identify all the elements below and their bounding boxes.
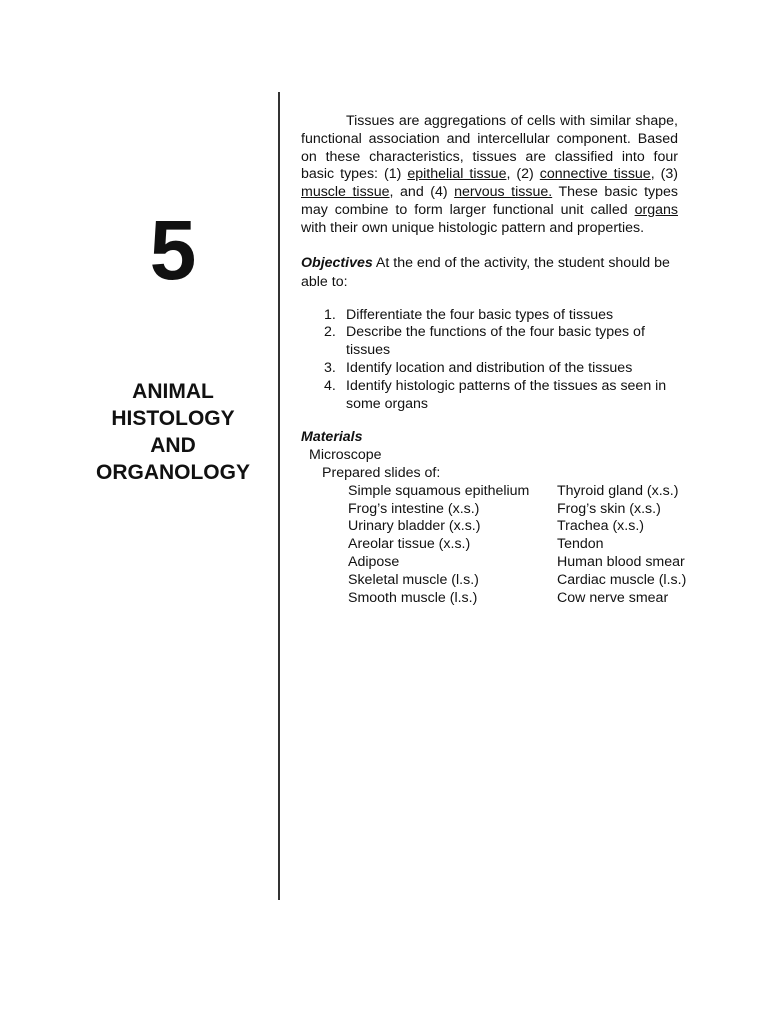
material-microscope: Microscope: [309, 447, 382, 464]
list-item-text: Identify location and distribution of the tissues: [346, 359, 633, 376]
slide-item: Trachea (x.s.): [557, 518, 644, 535]
intro-text: with their own unique histologic pattern and properties.: [301, 219, 645, 236]
chapter-number: 5: [149, 203, 197, 297]
list-item-text: Describe the functions of the four basic types of tissues: [346, 324, 645, 359]
list-item: [301, 324, 678, 360]
slide-item: Smooth muscle (l.s.): [348, 589, 478, 606]
list-item-text: Identify histologic patterns of the tissues as seen in some organs: [346, 377, 667, 412]
intro-text: , (3): [650, 166, 679, 183]
chapter-title-line: ANIMAL: [132, 380, 214, 403]
list-item-number: 1.: [324, 306, 336, 323]
materials-heading: Materials: [301, 429, 363, 446]
chapter-title: [86, 378, 260, 486]
slide-item: Urinary bladder (x.s.): [348, 518, 481, 535]
intro-text: , and (4): [389, 184, 455, 201]
list-item-number: 3.: [324, 359, 336, 376]
slide-item: Areolar tissue (x.s.): [348, 536, 471, 553]
list-item-number: 4.: [324, 377, 336, 394]
main-content: [301, 113, 687, 607]
vertical-divider: [278, 92, 280, 900]
slide-item: Adipose: [348, 553, 400, 570]
term-connective-tissue: connective tissue: [539, 166, 651, 183]
slide-item: Simple squamous epithelium: [348, 482, 530, 499]
term-nervous-tissue: nervous tissue.: [454, 184, 553, 201]
slide-item: Thyroid gland (x.s.): [557, 482, 679, 499]
objectives-list: [301, 307, 678, 414]
intro-text: Tissues are aggregations of cells with similar shape, functional association and intercellular component. Based on these characteristics, tissues are classified into four basic types: (1): [301, 113, 678, 183]
chapter-title-line: ORGANOLOGY: [95, 461, 250, 484]
list-item: [301, 307, 678, 325]
term-muscle-tissue: muscle tissue: [301, 184, 390, 201]
slide-item: Skeletal muscle (l.s.): [348, 571, 479, 588]
objectives-heading: Objectives: [301, 254, 373, 271]
intro-text: , (2): [506, 166, 540, 183]
slides-list: [301, 482, 687, 608]
slide-item: Cardiac muscle (l.s.): [557, 571, 687, 588]
intro-text: These basic types may combine to form larger functional unit called: [301, 184, 679, 218]
objectives-paragraph: [301, 254, 678, 292]
list-item: [301, 378, 678, 414]
list-item-number: 2.: [324, 324, 336, 341]
chapter-title-line: HISTOLOGY: [111, 407, 235, 430]
prepared-slides-label: Prepared slides of:: [322, 464, 441, 481]
slide-item: Frog’s intestine (x.s.): [348, 500, 480, 517]
slide-item: Human blood smear: [557, 553, 685, 570]
term-epithelial-tissue: epithelial tissue: [407, 166, 507, 183]
chapter-title-line: AND: [150, 434, 196, 457]
term-organs: organs: [634, 201, 678, 218]
slide-item: Cow nerve smear: [557, 589, 669, 606]
objectives-lead: At the end of the activity, the student should be able to:: [301, 254, 670, 290]
list-item-text: Differentiate the four basic types of tissues: [346, 306, 614, 323]
intro-paragraph: [301, 113, 678, 238]
slide-item: Tendon: [557, 536, 604, 553]
slide-item: Frog’s skin (x.s.): [557, 500, 661, 517]
list-item: [301, 360, 678, 378]
